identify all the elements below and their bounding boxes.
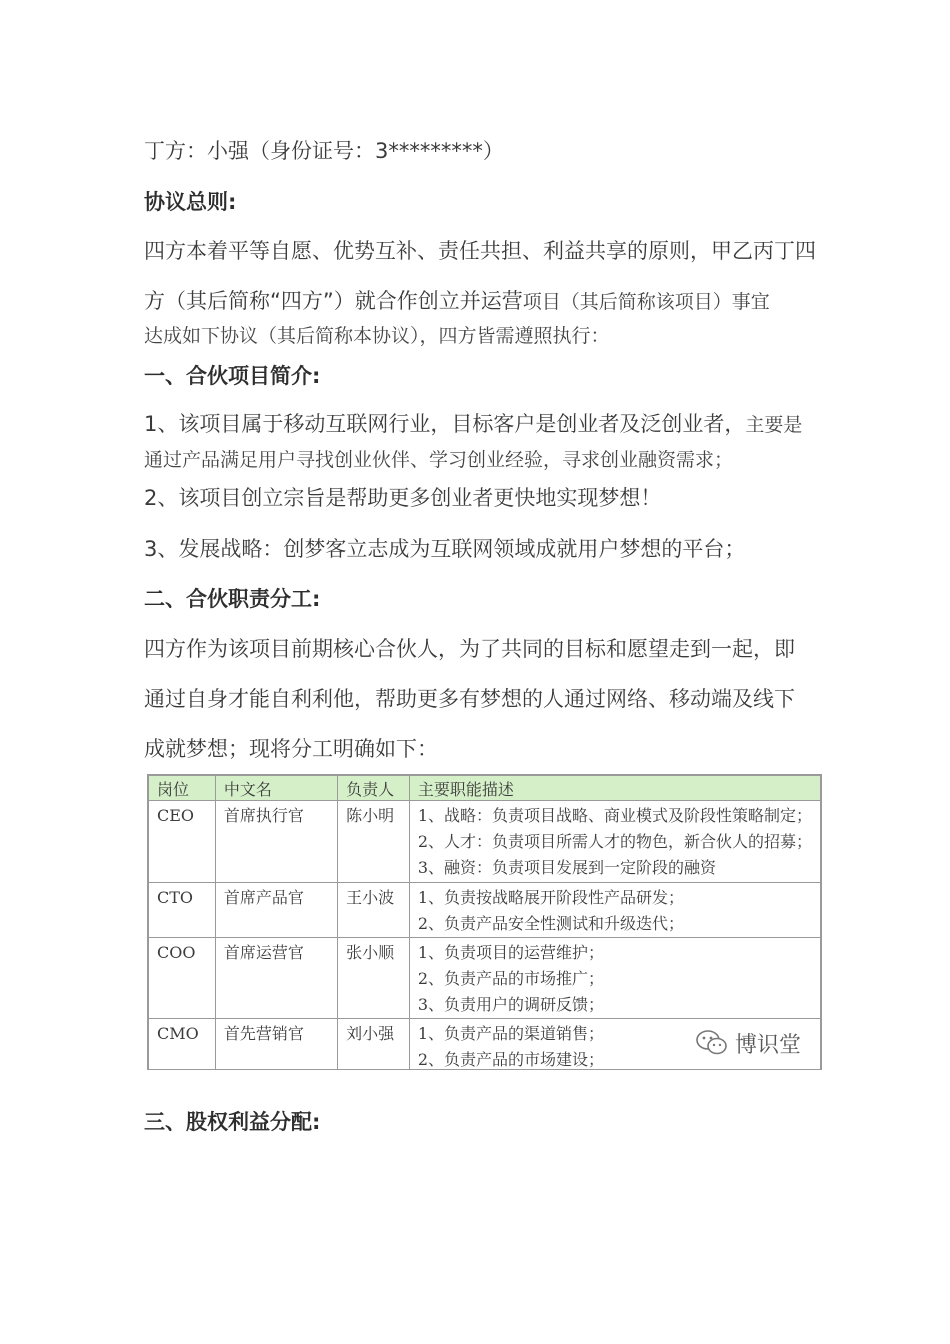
duty-item: 1、负责产品的渠道销售； [417,1024,604,1043]
title-text: 首席执行官 [223,806,304,825]
section-1-item-1-serif: 主要是 [745,414,803,436]
duty-item: 3、融资：负责项目发展到一定阶段的融资 [417,858,716,877]
cell-owner [338,938,410,1019]
header-duties: 主要职能描述 [409,776,820,801]
header-position: 岗位 [149,776,216,801]
watermark-text: 博识堂 [735,1032,802,1058]
cell-title [215,938,337,1019]
duty-item: 3、负责用户的调研反馈； [417,995,604,1014]
position-text: CTO [157,888,194,907]
wechat-icon [695,1029,729,1057]
cell-title [215,801,337,883]
duty-item: 1、负责项目的运营维护； [417,943,604,962]
duty-item: 2、负责产品安全性测试和升级迭代； [417,914,684,933]
table-header-row [149,776,821,801]
section-2-paragraph-line-2: 通过自身才能自利利他，帮助更多有梦想的人通过网络、移动端及线下 [144,687,795,711]
section-3-heading: 三、股权利益分配: [144,1110,321,1134]
section-2-heading: 二、合伙职责分工: [144,587,321,611]
table-row [149,938,821,1019]
general-heading: 协议总则: [144,190,237,214]
general-paragraph-line-1: 四方本着平等自愿、优势互补、责任共担、利益共享的原则，甲乙丙丁四 [144,239,816,263]
cell-duties [409,801,820,883]
cell-title [215,883,337,938]
duty-item: 2、人才：负责项目所需人才的物色，新合伙人的招募； [417,832,812,851]
cell-duties [409,883,820,938]
duty-item: 2、负责产品的市场推广； [417,969,604,988]
section-1-item-2: 2、该项目创立宗旨是帮助更多创业者更快地实现梦想！ [144,486,662,510]
cell-position [149,801,216,883]
general-paragraph-line-3: 达成如下协议（其后简称本协议），四方皆需遵照执行： [144,325,610,347]
title-text: 首席产品官 [223,888,304,907]
cell-position [149,1019,216,1071]
section-1-item-1-line-2: 通过产品满足用户寻找创业伙伴、学习创业经验，寻求创业融资需求； [144,449,734,471]
cell-title [215,1019,337,1071]
header-owner: 负责人 [338,776,410,801]
owner-text: 刘小强 [346,1024,395,1043]
title-text: 首席运营官 [223,943,304,962]
duty-item: 1、战略：负责项目战略、商业模式及阶段性策略制定； [417,806,812,825]
owner-text: 王小波 [346,888,395,907]
general-paragraph-line-2 [144,287,770,316]
cell-owner [338,1019,410,1071]
cell-position [149,883,216,938]
cell-duties [409,938,820,1019]
table-row [149,801,821,883]
owner-text: 陈小明 [346,806,395,825]
section-1-item-3: 3、发展战略：创梦客立志成为互联网领域成就用户梦想的平台； [144,537,746,561]
watermark [695,1026,801,1060]
header-chinese-name: 中文名 [215,776,337,801]
position-text: COO [157,943,196,962]
duty-item: 1、负责按战略展开阶段性产品研发； [417,888,684,907]
section-2-paragraph-line-1: 四方作为该项目前期核心合伙人，为了共同的目标和愿望走到一起，即 [144,637,795,661]
section-2-paragraph-line-3: 成就梦想；现将分工明确如下： [144,737,438,761]
section-1-heading: 一、合伙项目简介: [144,364,321,388]
party-d-line: 丁方：小强（身份证号：3*********） [144,139,504,163]
section-1-item-1-sans: 1、该项目属于移动互联网行业，目标客户是创业者及泛创业者， [144,412,746,436]
cell-position [149,938,216,1019]
title-text: 首先营销官 [223,1024,304,1043]
cell-owner [338,801,410,883]
position-text: CEO [157,806,195,825]
section-1-item-1-line-1 [144,410,802,439]
general-paragraph-line-2-serif: 项目（其后简称该项目）事宜 [522,291,770,313]
owner-text: 张小顺 [346,943,395,962]
position-text: CMO [157,1024,199,1043]
duty-item: 2、负责产品的市场建设； [417,1050,604,1069]
cell-owner [338,883,410,938]
table-row [149,883,821,938]
general-paragraph-line-2-sans: 方（其后简称“四方”）就合作创立并运营 [144,289,523,313]
